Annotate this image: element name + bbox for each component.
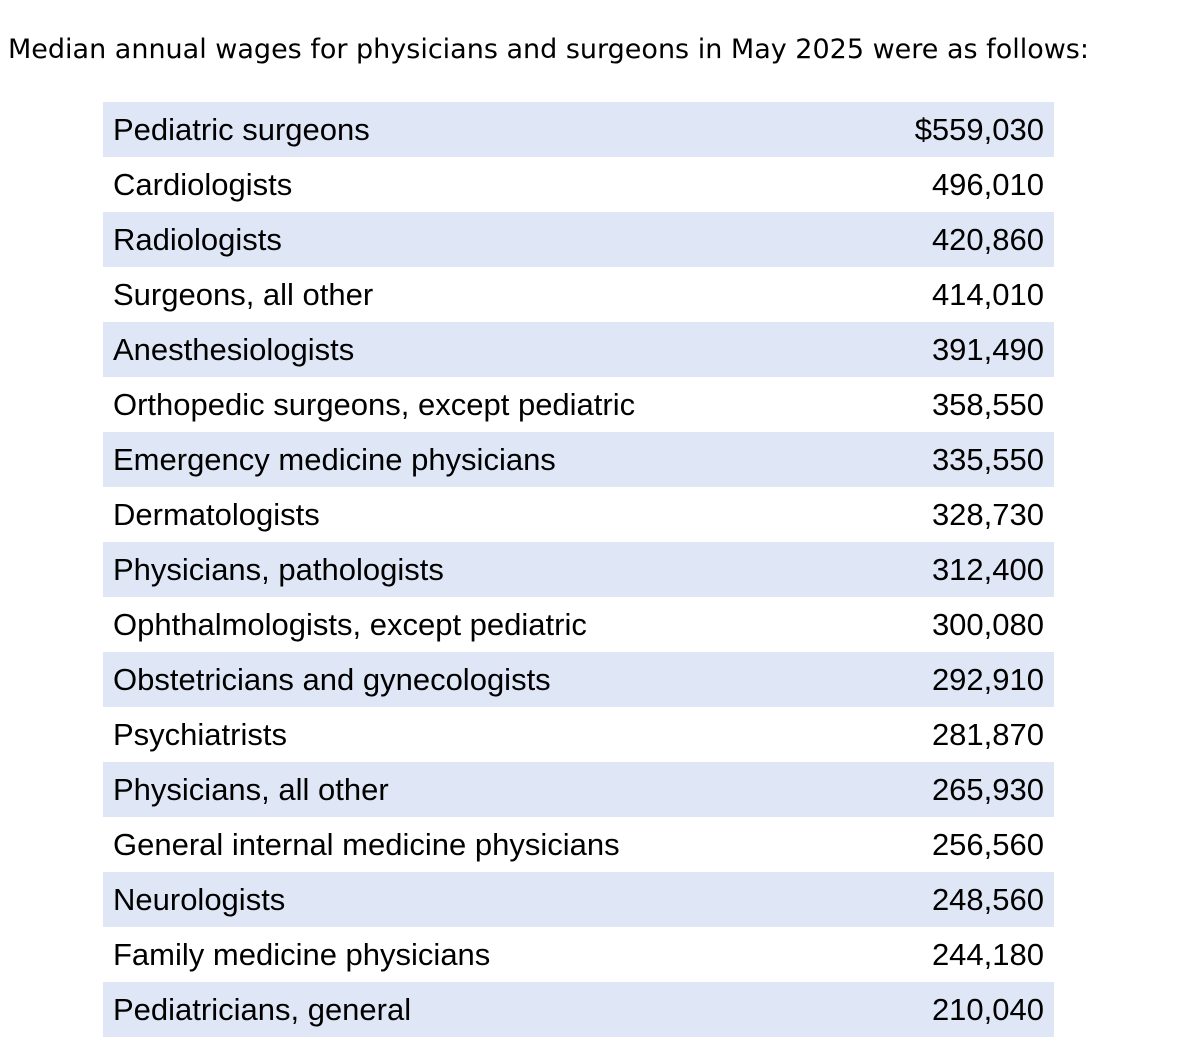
wage-cell: 420,860 [734, 212, 1054, 267]
wage-cell: 328,730 [931, 497, 1044, 532]
wage-cell: 496,010 [931, 167, 1044, 202]
occupation-cell: Family medicine physicians [113, 937, 491, 972]
occupation-cell: Physicians, pathologists [103, 542, 734, 597]
table-row [103, 927, 1054, 982]
table-row [103, 982, 1054, 1037]
table-row [103, 597, 1054, 652]
occupation-cell: Pediatricians, general [103, 982, 734, 1037]
wage-table [103, 102, 1054, 1037]
table-row [103, 542, 1054, 597]
wage-cell: 391,490 [734, 322, 1054, 377]
wage-cell: 281,870 [931, 717, 1044, 752]
occupation-cell: Emergency medicine physicians [103, 432, 734, 487]
intro-text: Median annual wages for physicians and surgeons in May 2025 were as follows: [8, 34, 1089, 65]
table-row [103, 377, 1054, 432]
wage-cell: 335,550 [734, 432, 1054, 487]
wage-cell: 292,910 [734, 652, 1054, 707]
wage-cell: 358,550 [931, 387, 1044, 422]
occupation-cell: Cardiologists [113, 167, 293, 202]
wage-cell: 300,080 [931, 607, 1044, 642]
occupation-cell: Orthopedic surgeons, except pediatric [113, 387, 636, 422]
occupation-cell: Dermatologists [113, 497, 320, 532]
table-row [103, 817, 1054, 872]
occupation-cell: Obstetricians and gynecologists [103, 652, 734, 707]
occupation-cell: General internal medicine physicians [113, 827, 620, 862]
table-row [103, 267, 1054, 322]
table-row [103, 487, 1054, 542]
wage-cell: 256,560 [931, 827, 1044, 862]
occupation-cell: Ophthalmologists, except pediatric [113, 607, 587, 642]
table-row [103, 157, 1054, 212]
wage-cell: 312,400 [734, 542, 1054, 597]
table-row [103, 102, 1054, 157]
table-row [103, 212, 1054, 267]
table-row [103, 652, 1054, 707]
occupation-cell: Surgeons, all other [113, 277, 374, 312]
table-row [103, 762, 1054, 817]
wage-cell: 265,930 [734, 762, 1054, 817]
occupation-cell: Physicians, all other [103, 762, 734, 817]
table-row [103, 322, 1054, 377]
occupation-cell: Anesthesiologists [103, 322, 734, 377]
table-row [103, 872, 1054, 927]
wage-cell: $559,030 [734, 102, 1054, 157]
occupation-cell: Psychiatrists [113, 717, 287, 752]
wage-cell: 210,040 [734, 982, 1054, 1037]
occupation-cell: Neurologists [103, 872, 734, 927]
occupation-cell: Pediatric surgeons [103, 102, 734, 157]
occupation-cell: Radiologists [103, 212, 734, 267]
table-row [103, 432, 1054, 487]
wage-cell: 244,180 [931, 937, 1044, 972]
wage-cell: 414,010 [931, 277, 1044, 312]
wage-cell: 248,560 [734, 872, 1054, 927]
wage-table-body [103, 102, 1054, 1037]
table-row [103, 707, 1054, 762]
